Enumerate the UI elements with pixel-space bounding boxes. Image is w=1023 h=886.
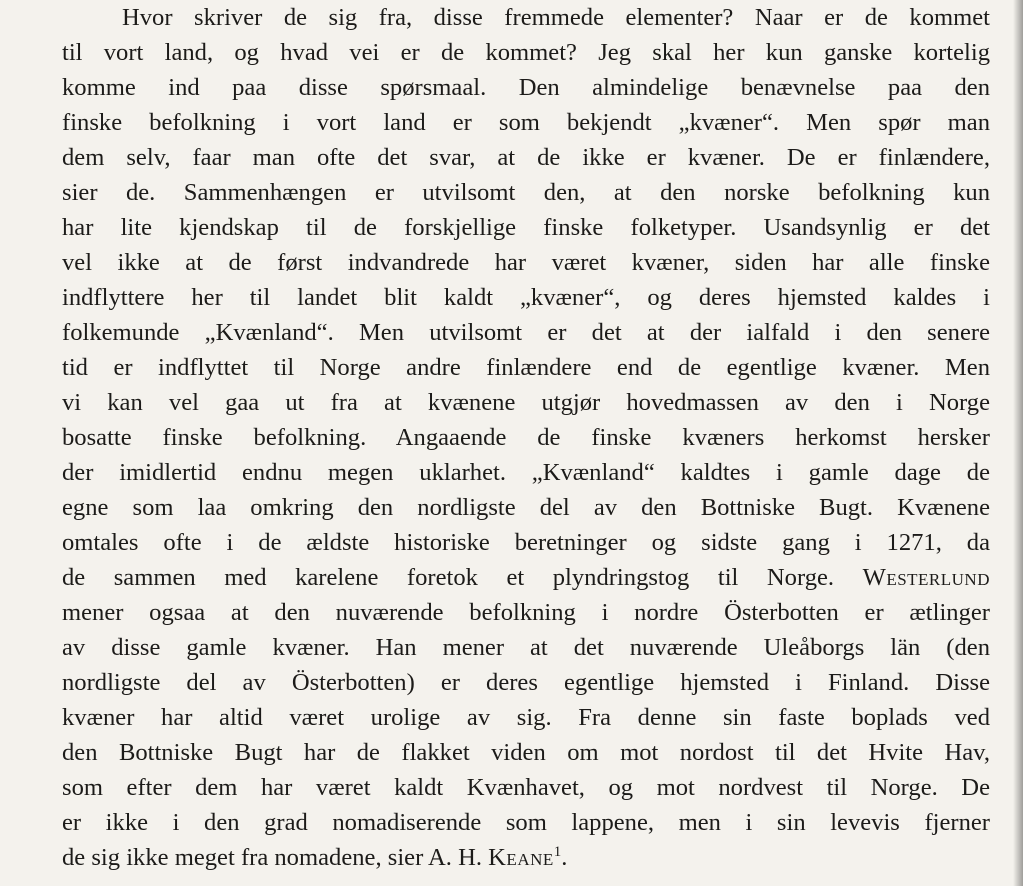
text-line: som efter dem har været kaldt Kvænhavet, og mot nordvest til Norge. De bbox=[62, 774, 990, 801]
text-line: omtales ofte i de ældste historiske beretninger og sidste gang i 1271, da bbox=[62, 529, 990, 556]
text-line: kvæner har altid været urolige av sig. Fra denne sin faste boplads ved bbox=[62, 704, 990, 731]
text-line: sier de. Sammenhængen er utvilsomt den, at den norske befolkning kun bbox=[62, 179, 990, 206]
text-line-segment: de sig ikke meget fra nomadene, sier A. H. bbox=[62, 844, 483, 871]
page-edge-shadow bbox=[1013, 0, 1023, 886]
text-line-segment: de sammen med karelene foretok et plyndringstog til Norge. bbox=[62, 564, 835, 591]
text-line: vel ikke at de først indvandrede har været kvæner, siden har alle finske bbox=[62, 249, 990, 276]
text-line: nordligste del av Österbotten) er deres egentlige hjemsted i Finland. Disse bbox=[62, 669, 990, 696]
text-line: mener ogsaa at den nuværende befolkning i nordre Österbotten er ætlinger bbox=[62, 599, 990, 626]
text-line: bosatte finske befolkning. Angaaende de finske kvæners herkomst hersker bbox=[62, 424, 990, 451]
text-line: dem selv, faar man ofte det svar, at de ikke er kvæner. De er finlændere, bbox=[62, 144, 990, 171]
text-line: til vort land, og hvad vei er de kommet? Jeg skal her kun ganske kortelig bbox=[62, 39, 990, 66]
text-line: indflyttere her til landet blit kaldt „kvæner“, og deres hjemsted kaldes i bbox=[62, 284, 990, 311]
text-line: av disse gamle kvæner. Han mener at det nuværende Uleåborgs län (den bbox=[62, 634, 990, 661]
text-line: har lite kjendskap til de forskjellige finske folketyper. Usandsynlig er det bbox=[62, 214, 990, 241]
text-line: folkemunde „Kvænland“. Men utvilsomt er det at der ialfald i den senere bbox=[62, 319, 990, 346]
text-line: Hvor skriver de sig fra, disse fremmede elementer? Naar er de kommet bbox=[122, 4, 990, 31]
author-name-keane: Keane bbox=[488, 844, 554, 871]
text-line: er ikke i den grad nomadiserende som lappene, men i sin levevis fjerner bbox=[62, 809, 990, 836]
text-line: vi kan vel gaa ut fra at kvænene utgjør hovedmassen av den i Norge bbox=[62, 389, 990, 416]
text-line: egne som laa omkring den nordligste del av den Bottniske Bugt. Kvænene bbox=[62, 494, 990, 521]
text-line: finske befolkning i vort land er som bekjendt „kvæner“. Men spør man bbox=[62, 109, 990, 136]
author-name-westerlund: Westerlund bbox=[862, 564, 990, 591]
text-line: tid er indflyttet til Norge andre finlændere end de egentlige kvæner. Men bbox=[62, 354, 990, 381]
text-line: der imidlertid endnu megen uklarhet. „Kvænland“ kaldtes i gamle dage de bbox=[62, 459, 990, 486]
text-line: den Bottniske Bugt har de flakket viden om mot nordost til det Hvite Hav, bbox=[62, 739, 990, 766]
text-line: komme ind paa disse spørsmaal. Den almindelige benævnelse paa den bbox=[62, 74, 990, 101]
final-period: . bbox=[561, 844, 568, 871]
text-line bbox=[62, 840, 990, 875]
footnote-marker: 1 bbox=[553, 843, 562, 860]
text-line bbox=[62, 560, 990, 595]
